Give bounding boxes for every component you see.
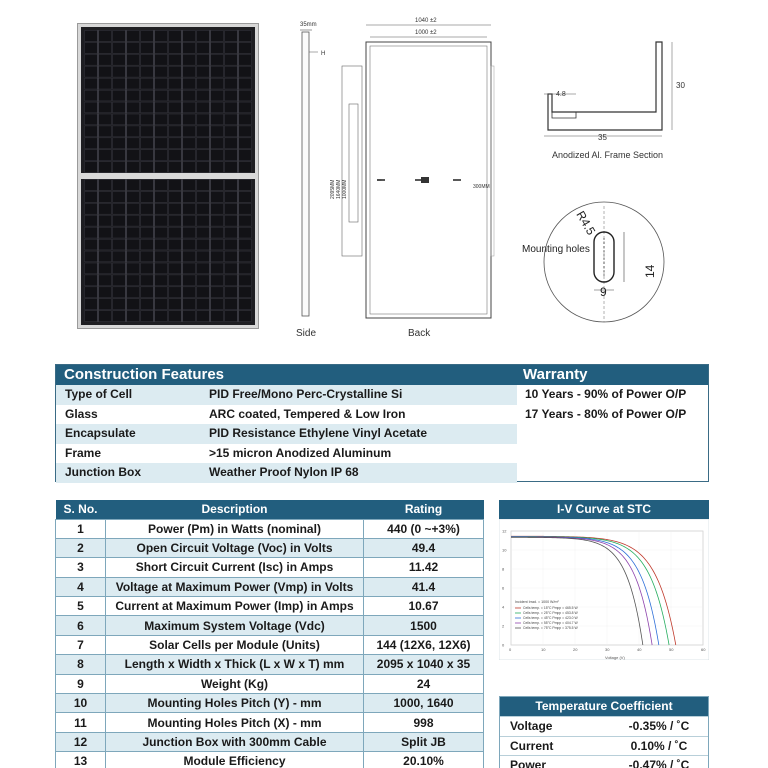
rating-cell: 144 (12X6, 12X6) xyxy=(364,635,484,654)
iv-y-tick-label: 2 xyxy=(502,623,505,629)
construction-row xyxy=(56,424,708,444)
iv-x-tick-label: 40 xyxy=(637,647,642,652)
table-row xyxy=(56,597,484,616)
warranty-value xyxy=(517,424,708,444)
temperature-value: -0.47% / ˚C xyxy=(628,758,690,768)
warranty-title: Warranty xyxy=(523,366,588,383)
rating-cell: 41.4 xyxy=(364,577,484,596)
iv-y-tick-label: 6 xyxy=(502,585,505,591)
construction-row xyxy=(56,444,708,464)
side-h-text: H xyxy=(321,51,326,57)
iv-legend-header: Incident Irrad. = 1000 W/m² xyxy=(515,600,559,604)
construction-value: PID Resistance Ethylene Vinyl Acetate xyxy=(198,424,517,444)
iv-x-tick-label: 50 xyxy=(669,647,674,652)
temperature-title: Temperature Coefficient xyxy=(500,697,708,716)
frame-dim-35-text: 35 xyxy=(598,133,607,142)
construction-key: Type of Cell xyxy=(56,385,198,405)
table-row xyxy=(56,519,484,538)
iv-y-tick-label: 4 xyxy=(502,604,505,610)
table-row xyxy=(56,752,484,768)
construction-key: Junction Box xyxy=(56,463,198,483)
iv-y-tick-label: 0 xyxy=(502,642,505,648)
rating-cell: 1000, 1640 xyxy=(364,694,484,713)
iv-x-tick-label: 60 xyxy=(701,647,706,652)
construction-key: Frame xyxy=(65,445,102,460)
construction-row xyxy=(56,463,708,483)
table-row xyxy=(56,635,484,654)
table-row xyxy=(56,674,484,693)
iv-y-tick-label: 8 xyxy=(502,566,505,572)
temperature-row xyxy=(500,736,708,756)
temperature-row xyxy=(500,716,708,736)
description-cell: Module Efficiency xyxy=(106,752,364,768)
temperature-key: Voltage xyxy=(510,719,553,733)
sno-cell: 2 xyxy=(56,538,106,557)
construction-warranty-table xyxy=(55,364,709,482)
frame-dim-30-text: 30 xyxy=(676,81,685,90)
rating-cell: 998 xyxy=(364,713,484,732)
back-width-outer-text: 1040 ±2 xyxy=(415,18,437,24)
frame-dim-48-text: 4.8 xyxy=(556,91,566,98)
rating-cell: 20.10% xyxy=(364,752,484,768)
warranty-value: 10 Years - 90% of Power O/P xyxy=(525,387,687,401)
sno-cell: 7 xyxy=(56,635,106,654)
warranty-value: 17 Years - 80% of Power O/P xyxy=(525,406,687,421)
construction-value: ARC coated, Tempered & Low Iron xyxy=(209,406,406,421)
table-row xyxy=(56,694,484,713)
rating-cell: 2095 x 1040 x 35 xyxy=(364,655,484,674)
construction-value: Weather Proof Nylon IP 68 xyxy=(198,463,517,483)
construction-key: Encapsulate xyxy=(56,424,198,444)
hole-label-text: Mounting holes xyxy=(522,244,590,255)
sno-cell: 1 xyxy=(56,519,106,538)
cable-len-text: 300MM xyxy=(473,184,490,190)
sno-cell: 11 xyxy=(56,713,106,732)
temperature-key: Power xyxy=(510,758,547,768)
back-width-inner-text: 1000 ±2 xyxy=(415,30,437,36)
description-cell: Solar Cells per Module (Units) xyxy=(106,635,364,654)
construction-value: PID Free/Mono Perc-Crystalline Si xyxy=(198,385,517,405)
temperature-coefficient-table xyxy=(499,696,709,768)
construction-title: Construction Features xyxy=(64,366,225,383)
rating-cell: 440 (0 ~+3%) xyxy=(364,519,484,538)
rating-cell: 11.42 xyxy=(364,558,484,577)
description-cell: Mounting Holes Pitch (X) - mm xyxy=(106,713,364,732)
back-len-2-text: 1640MM xyxy=(336,179,342,199)
sno-cell: 13 xyxy=(56,752,106,768)
iv-x-tick-label: 20 xyxy=(573,647,578,652)
iv-y-tick-label: 12 xyxy=(502,528,507,534)
temperature-value: -0.35% / ˚C xyxy=(628,719,690,733)
warranty-value xyxy=(517,444,708,464)
rating-cell: 49.4 xyxy=(364,538,484,557)
table-row xyxy=(56,713,484,732)
frame-caption: Anodized Al. Frame Section xyxy=(552,150,664,160)
table-row xyxy=(56,577,484,596)
sno-cell: 9 xyxy=(56,674,106,693)
mounting-hole-drawing xyxy=(520,186,690,326)
iv-x-tick-label: 10 xyxy=(541,647,546,652)
description-cell: Open Circuit Voltage (Voc) in Volts xyxy=(106,538,364,557)
electrical-specs-table xyxy=(55,500,484,768)
table-row xyxy=(56,616,484,635)
back-label: Back xyxy=(408,328,431,339)
temperature-value: 0.10% / ˚C xyxy=(630,738,688,753)
temperature-key: Current xyxy=(510,738,554,753)
sno-cell: 3 xyxy=(56,558,106,577)
sno-cell: 12 xyxy=(56,732,106,751)
iv-legend-label: Cells temp. = 15°C Pmpp = 465.5 W xyxy=(523,606,578,610)
iv-curve-chart xyxy=(499,519,709,660)
frame-section-drawing xyxy=(536,36,686,146)
solar-panel-image xyxy=(78,24,258,328)
iv-legend-label: Cells temp. = 55°C Pmpp = 404.7 W xyxy=(523,621,578,625)
construction-key: Glass xyxy=(65,406,98,421)
rating-cell: Split JB xyxy=(364,732,484,751)
rating-cell: 1500 xyxy=(364,616,484,635)
construction-row xyxy=(56,385,708,405)
iv-x-tick-label: 0 xyxy=(509,647,512,652)
sno-cell: 10 xyxy=(56,694,106,713)
side-width-text: 35mm xyxy=(300,22,317,28)
iv-legend-label: Cells temp. = 45°C Pmpp = 423.0 W xyxy=(523,616,578,620)
iv-curve-title: I-V Curve at STC xyxy=(499,500,709,519)
rating-cell: 10.67 xyxy=(364,597,484,616)
description-cell: Maximum System Voltage (Vdc) xyxy=(106,616,364,635)
back-len-3-text: 1000MM xyxy=(342,179,348,199)
specs-header-description: Description xyxy=(106,500,364,519)
temperature-row xyxy=(500,755,708,768)
sno-cell: 6 xyxy=(56,616,106,635)
description-cell: Current at Maximum Power (Imp) in Amps xyxy=(106,597,364,616)
specs-header-rating: Rating xyxy=(364,500,484,519)
solar-cell-grid xyxy=(81,27,255,325)
iv-y-tick-label: 10 xyxy=(502,547,507,553)
construction-header xyxy=(56,365,708,385)
hole-height-text: 14 xyxy=(643,264,657,278)
description-cell: Junction Box with 300mm Cable xyxy=(106,732,364,751)
table-row xyxy=(56,732,484,751)
table-row xyxy=(56,538,484,557)
iv-legend-label: Cells temp. = 25°C Pmpp = 453.8 W xyxy=(523,611,578,615)
description-cell: Length x Width x Thick (L x W x T) mm xyxy=(106,655,364,674)
iv-curve-panel xyxy=(499,500,709,660)
rating-cell: 24 xyxy=(364,674,484,693)
table-row xyxy=(56,655,484,674)
iv-x-tick-label: 30 xyxy=(605,647,610,652)
sno-cell: 4 xyxy=(56,577,106,596)
sno-cell: 5 xyxy=(56,597,106,616)
description-cell: Voltage at Maximum Power (Vmp) in Volts xyxy=(106,577,364,596)
specs-header-sno: S. No. xyxy=(56,500,106,519)
iv-legend-label: Cells temp. = 75°C Pmpp = 375.5 W xyxy=(523,626,578,630)
construction-row xyxy=(56,405,708,425)
description-cell: Power (Pm) in Watts (nominal) xyxy=(106,519,364,538)
warranty-value xyxy=(517,463,708,483)
description-cell: Weight (Kg) xyxy=(106,674,364,693)
side-label: Side xyxy=(296,328,317,339)
specs-header-row xyxy=(56,500,484,519)
sno-cell: 8 xyxy=(56,655,106,674)
back-len-1-text: 2095MM xyxy=(330,179,336,199)
hole-width-text: 9 xyxy=(600,285,607,299)
hole-radius-text: R4.5 xyxy=(573,208,599,238)
iv-x-axis-label: Voltage (V) xyxy=(605,655,625,660)
back-view-drawing xyxy=(325,14,500,324)
construction-value: >15 micron Anodized Aluminum xyxy=(209,445,392,460)
description-cell: Mounting Holes Pitch (Y) - mm xyxy=(106,694,364,713)
table-row xyxy=(56,558,484,577)
description-cell: Short Circuit Current (Isc) in Amps xyxy=(106,558,364,577)
